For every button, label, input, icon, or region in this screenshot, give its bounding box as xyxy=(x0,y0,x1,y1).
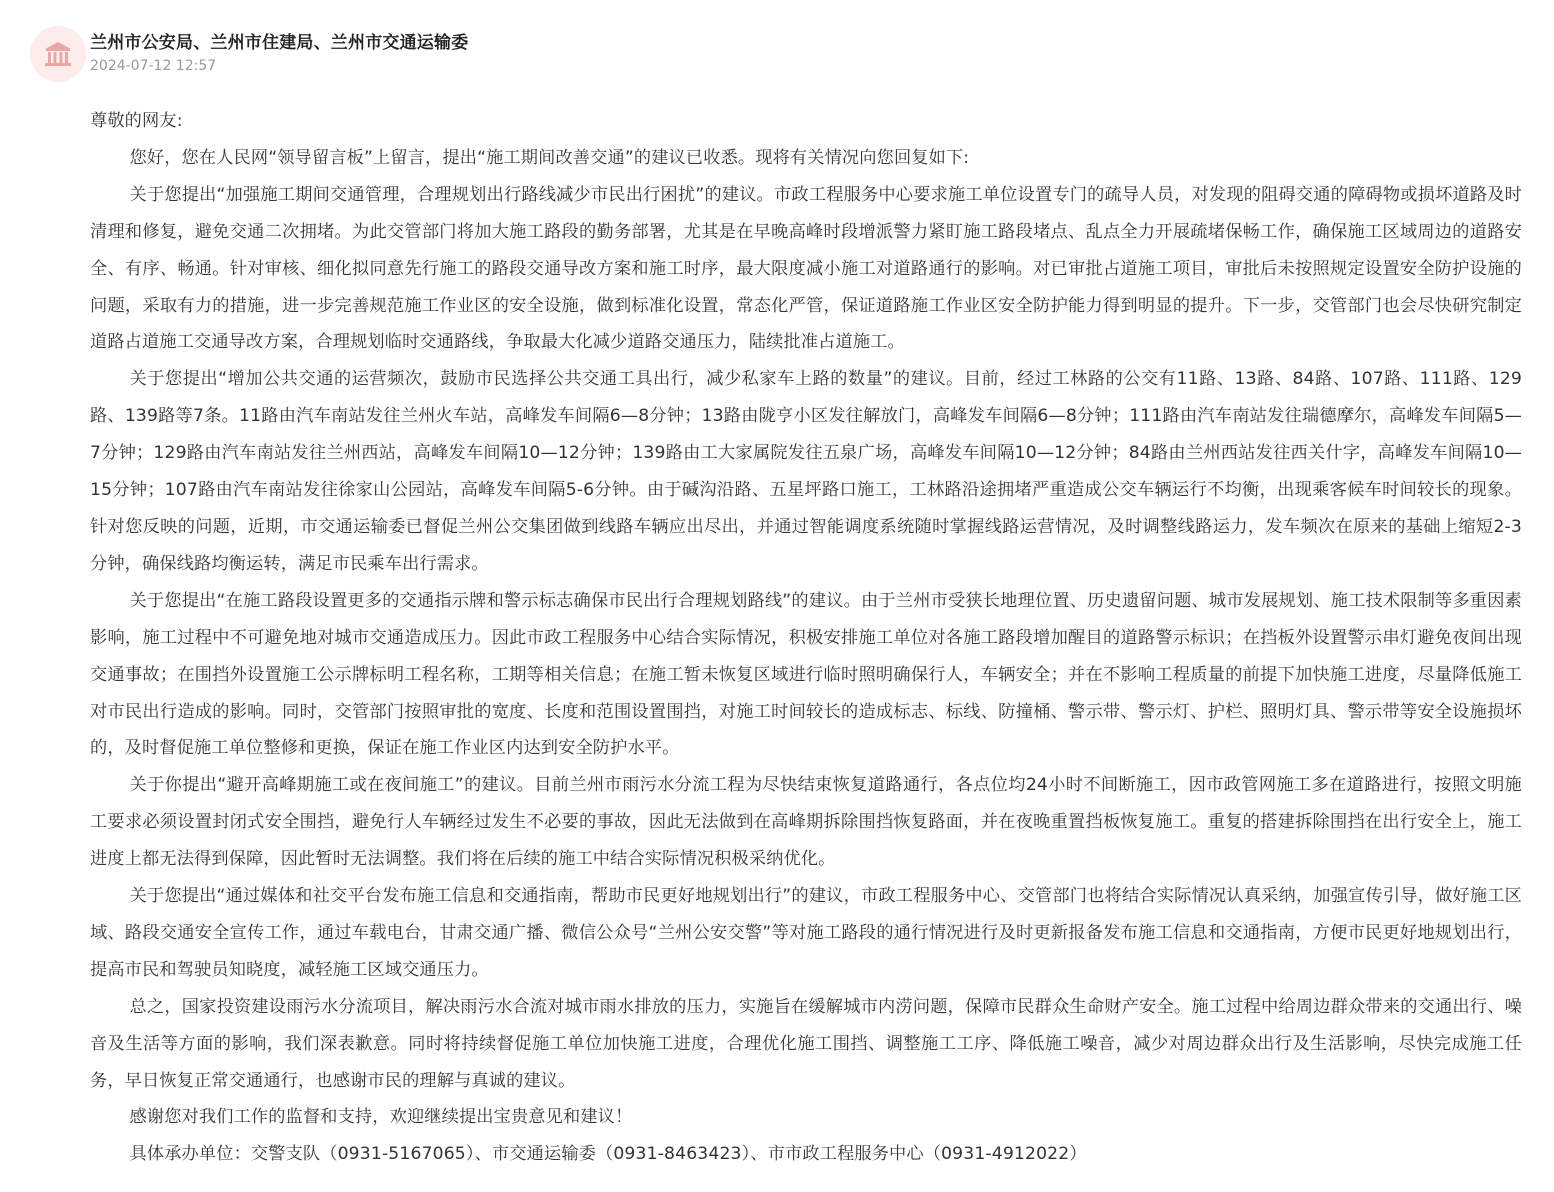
post-timestamp: 2024-07-12 12:57 xyxy=(90,58,217,74)
paragraph-traffic-management: 关于您提出“加强施工期间交通管理，合理规划出行路线减少市民出行困扰”的建议。市政工程服务中心要求施工单位设置专门的疏导人员，对发现的阻碍交通的障碍物或损坏道路及时清理和修复，避免交通二次拥堵。为此交管部门将加大施工路段的勤务部署，尤其是在早晚高峰时段增派警力紧盯施工路段堵点、乱点全力开展疏堵保畅工作，确保施工区域周边的道路安全、有序、畅通。针对审核、细化拟同意先行施工的路段交通导改方案和施工时序，最大限度减小施工对道路通行的影响。对已审批占道施工项目，审批后未按照规定设置安全防护设施的问题，采取有力的措施，进一步完善规范施工作业区的安全设施，做到标准化设置，常态化严管，保证道路施工作业区安全防护能力得到明显的提升。下一步，交管部门也会尽快研究制定道路占道施工交通导改方案，合理规划临时交通路线，争取最大化减少道路交通压力，陆续批准占道施工。 xyxy=(90,184,1522,353)
greeting: 尊敬的网友: xyxy=(90,111,183,131)
paragraph-contacts: 具体承办单位：交警支队（0931-5167065）、市交通运输委（0931-8463423）、市市政工程服务中心（0931-4912022） xyxy=(129,1144,1087,1165)
government-building-icon xyxy=(43,39,73,69)
paragraph-summary: 总之，国家投资建设雨污水分流项目，解决雨污水合流对城市雨水排放的压力，实施旨在缓解城市内涝问题，保障市民群众生命财产安全。施工过程中给周边群众带来的交通出行、噪音及生活等方面的影响，我们深表歉意。同时将持续督促施工单位加快施工进度，合理优化施工围挡、调整施工工序、降低施工噪音，减少对周边群众出行及生活影响，尽快完成施工任务，早日恢复正常交通通行，也感谢市民的理解与真诚的建议。 xyxy=(90,996,1522,1091)
org-name: 兰州市公安局、兰州市住建局、兰州市交通运输委 xyxy=(90,33,469,53)
avatar xyxy=(30,26,86,82)
paragraph-intro: 您好，您在人民网“领导留言板”上留言，提出“施工期间改善交通”的建议已收悉。现将有关情况向您回复如下: xyxy=(129,147,970,168)
paragraph-thanks: 感谢您对我们工作的监督和支持，欢迎继续提出宝贵意见和建议！ xyxy=(129,1107,633,1128)
reply-header xyxy=(30,26,1530,82)
reply-content xyxy=(90,103,1522,1173)
paragraph-media-publicity: 关于您提出“通过媒体和社交平台发布施工信息和交通指南，帮助市民更好地规划出行”的建议，市政工程服务中心、交管部门也将结合实际情况认真采纳，加强宣传引导，做好施工区域、路段交通安全宣传工作，通过车载电台，甘肃交通广播、微信公众号“兰州公安交警”等对施工路段的通行情况进行及时更新报备发布施工信息和交通指南，方便市民更好地规划出行，提高市民和驾驶员知晓度，减轻施工区域交通压力。 xyxy=(90,886,1522,980)
paragraph-night-construction: 关于你提出“避开高峰期施工或在夜间施工”的建议。目前兰州市雨污水分流工程为尽快结束恢复道路通行，各点位均24小时不间断施工，因市政管网施工多在道路进行，按照文明施工要求必须设置封闭式安全围挡，避免行人车辆经过发生不必要的事故，因此无法做到在高峰期拆除围挡恢复路面，并在夜晚重置挡板恢复施工。重复的搭建拆除围挡在出行安全上，施工进度上都无法得到保障，因此暂时无法调整。我们将在后续的施工中结合实际情况积极采纳优化。 xyxy=(90,775,1522,870)
paragraph-signage: 关于您提出“在施工路段设置更多的交通指示牌和警示标志确保市民出行合理规划路线”的建议。由于兰州市受狭长地理位置、历史遗留问题、城市发展规划、施工技术限制等多重因素影响，施工过程中不可避免地对城市交通造成压力。因此市政工程服务中心结合实际情况，积极安排施工单位对各施工路段增加醒目的道路警示标识；在挡板外设置警示串灯避免夜间出现交通事故；在围挡外设置施工公示牌标明工程名称，工期等相关信息；在施工暂未恢复区域进行临时照明确保行人，车辆安全；并在不影响工程质量的前提下加快施工进度，尽量降低施工对市民出行造成的影响。同时，交管部门按照审批的宽度、长度和范围设置围挡，对施工时间较长的造成标志、标线、防撞桶、警示带、警示灯、护栏、照明灯具、警示带等安全设施损坏的，及时督促施工单位整修和更换，保证在施工作业区内达到安全防护水平。 xyxy=(90,590,1522,759)
paragraph-public-transit: 关于您提出“增加公共交通的运营频次，鼓励市民选择公共交通工具出行，减少私家车上路的数量”的建议。目前，经过工林路的公交有11路、13路、84路、107路、111路、129路、139路等7条。11路由汽车南站发往兰州火车站，高峰发车间隔6—8分钟；13路由陇亨小区发往解放门，高峰发车间隔6—8分钟；111路由汽车南站发往瑞德摩尔，高峰发车间隔5—7分钟；129路由汽车南站发往兰州西站，高峰发车间隔10—12分钟；139路由工大家属院发往五泉广场，高峰发车间隔10—12分钟；84路由兰州西站发往西关什字，高峰发车间隔10—15分钟；107路由汽车南站发往徐家山公园站，高峰发车间隔5-6分钟。由于碱沟沿路、五星坪路口施工，工林路沿途拥堵严重造成公交车辆运行不均衡，出现乘客候车时间较长的现象。针对您反映的问题，近期，市交通运输委已督促兰州公交集团做到线路车辆应出尽出，并通过智能调度系统随时掌握线路运营情况，及时调整线路运力，发车频次在原来的基础上缩短2-3分钟，确保线路均衡运转，满足市民乘车出行需求。 xyxy=(90,369,1522,574)
